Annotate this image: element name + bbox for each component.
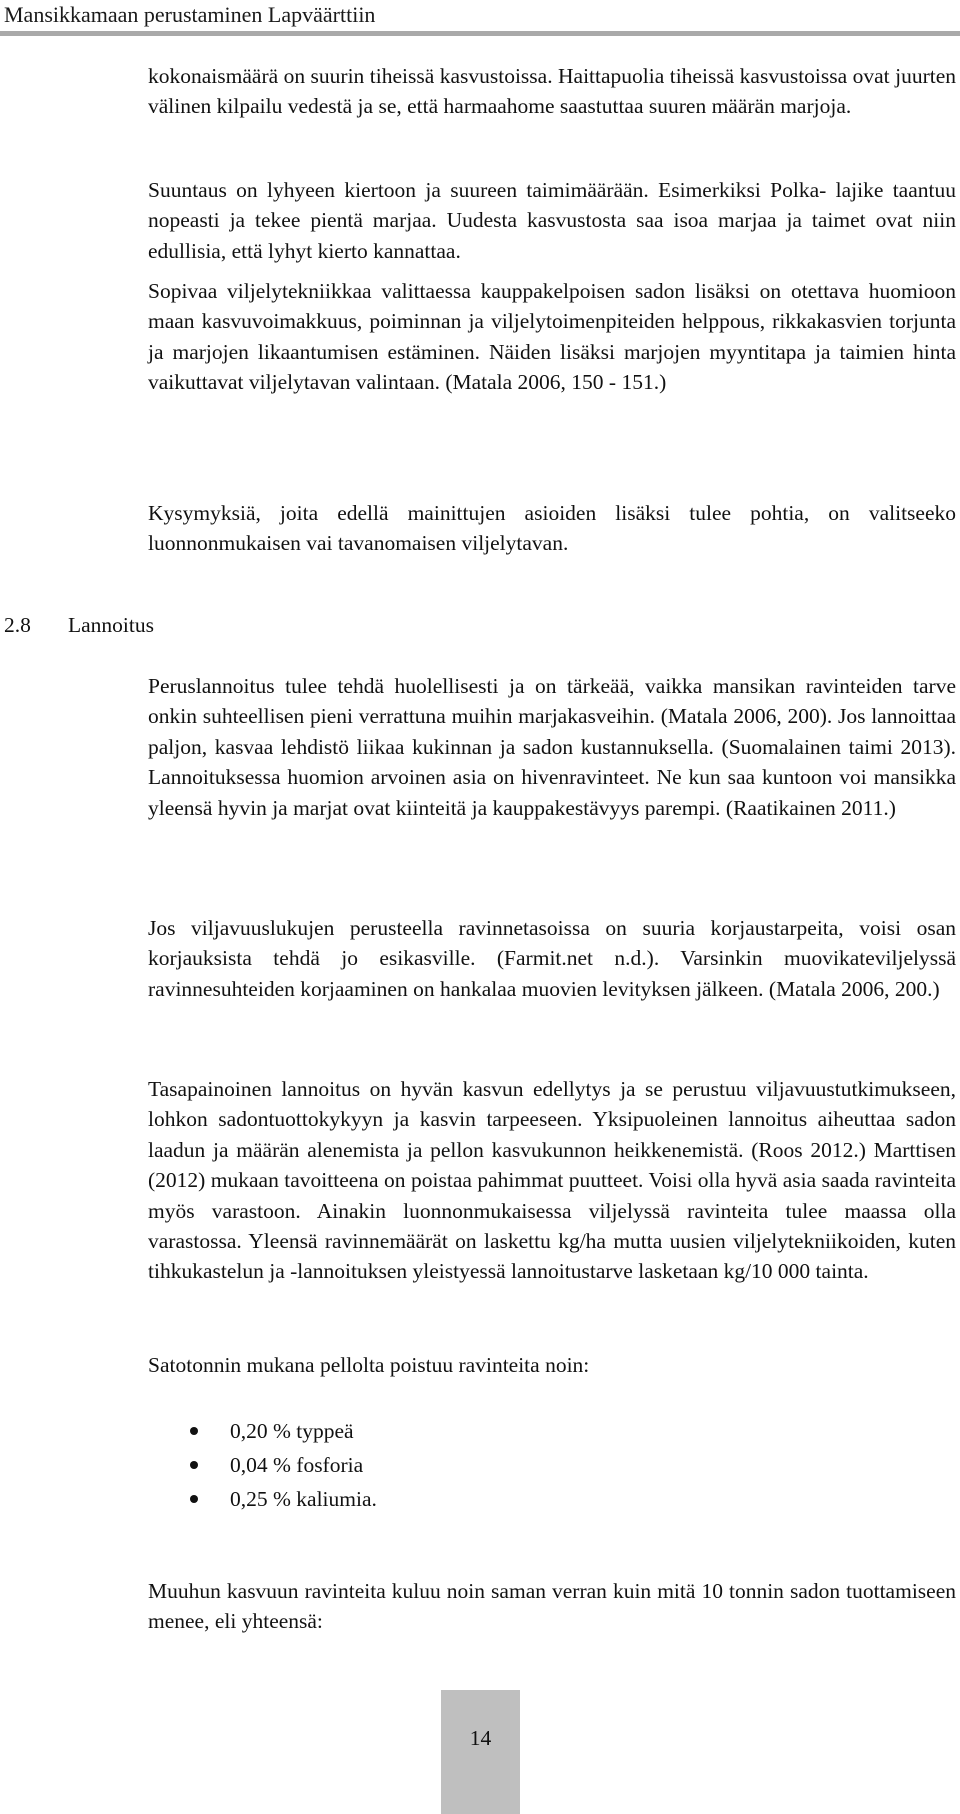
section-title: Lannoitus [68,613,154,637]
paragraph-text: Muuhun kasvuun ravinteita kuluu noin saman verran kuin mitä 10 tonnin sadon tuottamiseen menee, eli yhteensä: [148,1579,956,1634]
list-item [148,1414,848,1448]
running-header [0,0,960,36]
paragraph [148,498,956,559]
bullet-icon [190,1461,198,1469]
nutrient-list [148,1414,848,1516]
bullet-icon [190,1427,198,1435]
paragraph [148,175,956,266]
paragraph-text: Peruslannoitus tulee tehdä huolellisesti ja on tärkeää, vaikka mansikan ravinteiden tarve onkin suhteellisen pieni verrattuna muihin marjakasveihin. (Matala 2006, 200). Jos lannoittaa paljon, kasvaa lehdistö liikaa kukinnan ja sadon kustannuksella. (Suomalainen taimi 2013). Lannoituksessa huomion arvoinen asia on hivenravinteet. Ne kun saa kuntoon voi mansikka yleensä hyvin ja marjat ovat kiinteitä ja kauppakestävyys parempi. (Raatikainen 2011.) [148,674,956,820]
paragraph [148,276,956,398]
paragraph-text: Jos viljavuuslukujen perusteella ravinnetasoissa on suuria korjaustarpeita, voisi osan korjauksista tehdä jo esikasville. (Farmit.net n.d.). Varsinkin muovikateviljelyssä ravinnesuhteiden korjaaminen on hankalaa muovien levityksen jälkeen. (Matala 2006, 200.) [148,916,956,1001]
paragraph [148,1074,956,1287]
paragraph [148,913,956,1004]
paragraph-text: Tasapainoinen lannoitus on hyvän kasvun edellytys ja se perustuu viljavuustutkimukseen, lohkon sadontuottokykyyn ja kasvin tarpeeseen. Yksipuoleinen lannoitus aiheuttaa sadon laadun ja määrän alenemista ja pellon kasvukunnon heikkenemistä. (Roos 2012.) Marttisen (2012) mukaan tavoitteena on poistaa pahimmat puutteet. Voisi olla hyvä asia saada ravinteita myös varastoon. Ainakin luonnonmukaisessa viljelyssä ravinteita tulee maassa olla varastossa. Yleensä ravinnemäärät on laskettu kg/ha mutta uusien viljelytekniikoiden, kuten tihkukastelun ja -lannoituksen yleistyessä lannoitustarve lasketaan kg/10 000 tainta. [148,1077,956,1284]
page-number [441,1690,520,1814]
paragraph [148,1576,956,1637]
list-item [148,1448,848,1482]
paragraph-text: Satotonnin mukana pellolta poistuu ravinteita noin: [148,1353,590,1377]
paragraph-text: kokonaismäärä on suurin tiheissä kasvustoissa. Haittapuolia tiheissä kasvustoissa ovat juurten välinen kilpailu vedestä ja se, että harmaahome saastuttaa suuren määrän marjoja. [148,64,956,119]
section-number: 2.8 [4,613,31,637]
document-title: Mansikkamaan perustaminen Lapväärttiin [4,2,376,27]
paragraph [148,61,956,122]
paragraph-text: Sopivaa viljelytekniikkaa valittaessa kauppakelpoisen sadon lisäksi on otettava huomioon maan kasvuvoimakkuus, poiminnan ja viljelytoimenpiteiden helppous, rikkakasvien torjunta ja marjojen likaantumisen estäminen. Näiden lisäksi marjojen myyntitapa ja taimien hinta vaikuttavat viljelytavan valintaan. (Matala 2006, 150 - 151.) [148,279,956,395]
list-item-text: 0,20 % typpeä [230,1419,354,1443]
list-item-text: 0,04 % fosforia [230,1453,364,1477]
list-item [148,1482,848,1516]
bullet-icon [190,1495,198,1503]
list-item-text: 0,25 % kaliumia. [230,1487,377,1511]
paragraph-text: Kysymyksiä, joita edellä mainittujen asioiden lisäksi tulee pohtia, on valitseeko luonnonmukaisen vai tavanomaisen viljelytavan. [148,501,956,556]
page-number-text: 14 [469,1726,492,1750]
paragraph [148,671,956,823]
paragraph [148,1350,956,1380]
paragraph-text: Suuntaus on lyhyeen kiertoon ja suureen taimimäärään. Esimerkiksi Polka- lajike taantuu nopeasti ja tekee pientä marjaa. Uudesta kasvustosta saa isoa marjaa ja taimet ovat niin edullisia, että lyhyt kierto kannattaa. [148,178,956,263]
section-heading [4,610,154,640]
